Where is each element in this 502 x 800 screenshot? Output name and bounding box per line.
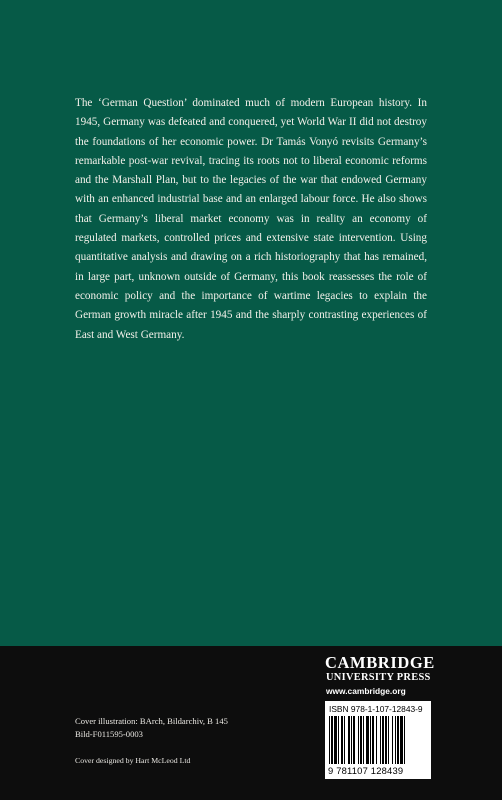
barcode-bars-icon xyxy=(329,716,427,764)
publisher-url: www.cambridge.org xyxy=(326,686,406,696)
blurb-text: The ‘German Question’ dominated much of modern European history. In 1945, Germany was defeated and conquered, yet World War II did not destroy the foundations of her economic power. Dr Tamás Vonyó revisits Germany’s remarkable post-war revival, tracing its roots not to liberal economic reforms and the Marshall Plan, but to the legacies of the war that endowed Germany with an enhanced industrial base and an enlarged labour force. He also shows that Germany’s liberal market economy was in reality an economy of regulated markets, controlled prices and extensive state intervention. Using quantitative analysis and drawing on a rich historiography that has remained, in large part, unknown outside of Germany, this book reassesses the role of economic policy and the importance of wartime legacies to explain the German growth miracle after 1945 and the sharply contrasting experiences of East and West Germany. xyxy=(75,97,427,341)
isbn-label: ISBN 978-1-107-12843-9 xyxy=(329,704,423,714)
barcode-digits: 9 781107 128439 xyxy=(328,765,404,776)
cover-illustration-credit xyxy=(75,715,305,740)
credit-line-2: Bild-F011595-0003 xyxy=(75,728,143,739)
publisher-logo-subtitle: UNIVERSITY PRESS xyxy=(326,672,431,683)
publisher-logo-name: CAMBRIDGE xyxy=(325,653,435,672)
cover-design-credit: Cover designed by Hart McLeod Ltd xyxy=(75,756,191,765)
credit-line-1: Cover illustration: BArch, Bildarchiv, B 145 xyxy=(75,716,228,726)
isbn-barcode xyxy=(325,701,431,779)
